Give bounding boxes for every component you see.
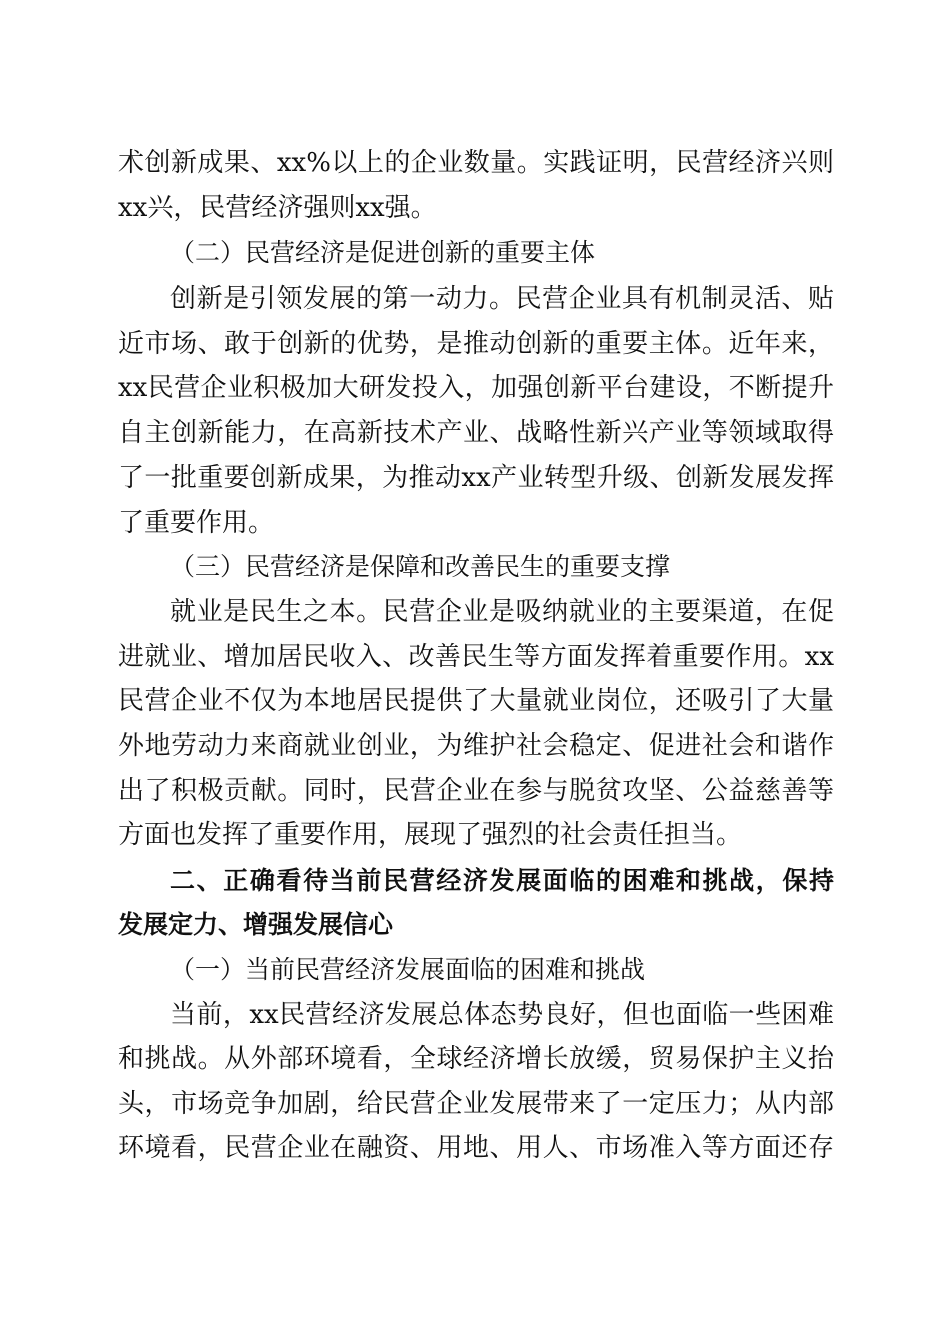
paragraph-line: 外地劳动力来商就业创业，为维护社会稳定、促进社会和谐作 bbox=[118, 731, 834, 761]
paragraph-line: xx民营企业积极加大研发投入，加强创新平台建设，不断提升 bbox=[118, 373, 834, 403]
section-subheading: （三）民营经济是保障和改善民生的重要支撑 bbox=[170, 552, 671, 581]
paragraph-line: 近市场、敢于创新的优势，是推动创新的重要主体。近年来， bbox=[118, 329, 834, 359]
paragraph-line: 了重要作用。 bbox=[118, 508, 275, 538]
paragraph-line: 和挑战。从外部环境看，全球经济增长放缓，贸易保护主义抬 bbox=[118, 1044, 834, 1074]
paragraph-line: 头，市场竞争加剧，给民营企业发展带来了一定压力；从内部 bbox=[118, 1089, 834, 1119]
section-heading: 发展定力、增强发展信心 bbox=[118, 910, 394, 939]
paragraph-line: 创新是引领发展的第一动力。民营企业具有机制灵活、贴 bbox=[170, 284, 834, 314]
paragraph-line: 就业是民生之本。民营企业是吸纳就业的主要渠道，在促 bbox=[170, 597, 834, 627]
paragraph-line: 民营企业不仅为本地居民提供了大量就业岗位，还吸引了大量 bbox=[118, 686, 834, 716]
section-heading: 二、正确看待当前民营经济发展面临的困难和挑战，保持 bbox=[170, 866, 834, 895]
section-subheading: （二）民营经济是促进创新的重要主体 bbox=[170, 238, 596, 267]
paragraph-line: 方面也发挥了重要作用，展现了强烈的社会责任担当。 bbox=[118, 820, 743, 850]
paragraph-line: xx兴，民营经济强则xx强。 bbox=[118, 193, 437, 223]
paragraph-line: 自主创新能力，在高新技术产业、战略性新兴产业等领域取得 bbox=[118, 418, 834, 448]
paragraph-line: 环境看，民营企业在融资、用地、用人、市场准入等方面还存 bbox=[118, 1133, 834, 1163]
paragraph-line: 了一批重要创新成果，为推动xx产业转型升级、创新发展发挥 bbox=[118, 463, 834, 493]
paragraph-line: 术创新成果、xx%以上的企业数量。实践证明，民营经济兴则 bbox=[118, 148, 834, 178]
paragraph-line: 出了积极贡献。同时，民营企业在参与脱贫攻坚、公益慈善等 bbox=[118, 776, 834, 806]
paragraph-line: 当前，xx民营经济发展总体态势良好，但也面临一些困难 bbox=[170, 1000, 834, 1030]
section-subheading: （一）当前民营经济发展面临的困难和挑战 bbox=[170, 955, 646, 984]
paragraph-line: 进就业、增加居民收入、改善民生等方面发挥着重要作用。xx bbox=[118, 642, 834, 672]
